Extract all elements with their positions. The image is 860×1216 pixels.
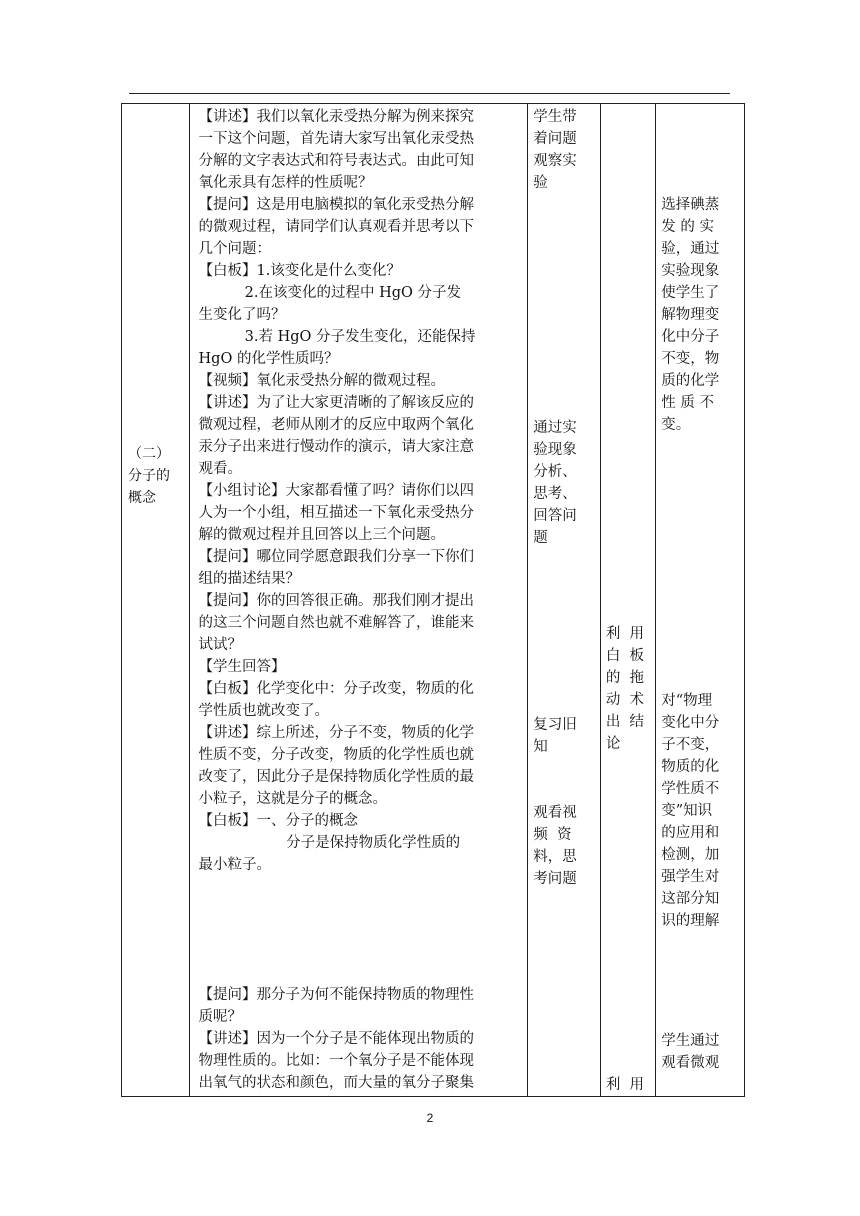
intent-line: 对“物理 [661,693,713,709]
student-line: 料，思 [533,849,577,865]
teacher-line: 几个问题： [198,241,272,257]
table-row [122,104,745,1097]
design-intent-cell [656,104,745,1097]
media-cell [600,104,655,1097]
teacher-line: 【提问】哪位同学愿意跟我们分享一下你们 [198,549,475,565]
intent-line: 学生通过 [661,1033,720,1049]
student-line: 回答问 [533,508,577,524]
media-text [601,104,655,1096]
student-line: 题 [533,530,548,546]
student-line: 分析、 [533,464,577,480]
teacher-line: 物理性质的。比如：一个氧分子是不能体现 [198,1053,475,1069]
intent-line: 的应用和 [661,825,720,841]
teacher-line: HgO 的化学性质吗？ [198,351,339,367]
intent-line: 观看微观 [661,1055,720,1071]
teacher-line: 出氧气的状态和颜色，而大量的氧分子聚集 [198,1075,475,1091]
teacher-line: 【白板】化学变化中：分子改变，物质的化 [198,681,475,697]
teacher-line: 【提问】那分子为何不能保持物质的物理性 [198,987,475,1003]
teacher-line: 【视频】氧化汞受热分解的微观过程。 [198,373,446,389]
teacher-line: 小粒子，这就是分子的概念。 [198,791,388,807]
intent-line: 变”知识 [661,803,713,819]
teacher-line: 解的微观过程并且回答以上三个问题。 [198,527,446,543]
teacher-line: 【学生回答】 [198,659,286,675]
teacher-line: 【小组讨论】大家都看懂了吗？请你们以四 [198,483,475,499]
teacher-line: 【讲述】综上所述，分子不变，物质的化学 [198,725,475,741]
teacher-line: 分解的文字表达式和符号表达式。由此可知 [198,153,475,169]
intent-line: 识的理解 [661,913,720,929]
intent-line: 强学生对 [661,869,720,885]
teacher-line: 的这三个问题自然也就不难解答了，谁能来 [198,615,475,631]
teacher-line: 3.若 HgO 分子发生变化，还能保持 [198,329,476,345]
teacher-line: 生变化了吗？ [198,307,286,323]
media-line: 利 用 [605,1077,645,1093]
teacher-line: 的微观过程，请同学们认真观看并思考以下 [198,219,475,235]
teacher-line: 组的描述结果？ [198,571,301,587]
intent-line: 验，通过 [661,241,720,257]
student-line: 观看视 [533,805,577,821]
intent-line: 选择碘蒸 [661,197,720,213]
teacher-line: 【讲述】为了让大家更清晰的了解该反应的 [198,395,475,411]
header-rule [129,93,730,94]
intent-line: 变。 [661,417,691,433]
teacher-line: 【提问】你的回答很正确。那我们刚才提出 [198,593,475,609]
intent-line: 发 的 实 [661,219,714,235]
teacher-line: 性质不变，分子改变，物质的化学性质也就 [198,747,475,763]
intent-line: 变化中分 [661,715,720,731]
teacher-line: 观看。 [198,461,243,477]
intent-line: 检测，加 [661,847,720,863]
intent-line: 解物理变 [661,307,720,323]
student-line: 考问题 [533,871,577,887]
teacher-line: 一下这个问题，首先请大家写出氧化汞受热 [198,131,475,147]
student-line: 着问题 [533,131,577,147]
media-line: 论 [605,736,621,752]
intent-line: 性 质 不 [661,395,714,411]
section-label-line: 分子的 [128,468,170,484]
lesson-plan-table [121,103,745,1097]
teacher-line: 改变了，因此分子是保持物质化学性质的最 [198,769,475,785]
intent-line: 不变，物 [661,351,720,367]
student-line: 知 [533,739,548,755]
intent-line: 使学生了 [661,285,720,301]
teacher-activity-text [190,104,528,1096]
media-line: 动 术 [605,692,645,708]
media-line: 出 结 [605,714,645,730]
student-line: 观察实 [533,153,577,169]
student-line: 复习旧 [533,717,577,733]
page-number: 2 [426,1111,434,1125]
section-label-line: 概念 [128,490,156,506]
teacher-line: 【讲述】我们以氧化汞受热分解为例来探究 [198,109,475,125]
teacher-line: 汞分子出来进行慢动作的演示，请大家注意 [198,439,475,455]
student-line: 学生带 [533,109,577,125]
student-line: 验现象 [533,442,577,458]
intent-line: 实验现象 [661,263,720,279]
media-line: 白 板 [605,648,645,664]
intent-line: 物质的化 [661,759,720,775]
student-line: 思考、 [533,486,577,502]
teacher-line: 最小粒子。 [198,857,272,873]
teacher-line: 分子是保持物质化学性质的 [198,835,461,851]
student-line: 验 [533,175,548,191]
student-line: 频 资 [533,827,572,843]
media-line: 的 拖 [605,670,645,686]
intent-line: 这部分知 [661,891,720,907]
teacher-line: 微观过程，老师从刚才的反应中取两个氧化 [198,417,475,433]
teacher-line: 试试？ [198,637,243,653]
teacher-line: 氧化汞具有怎样的性质呢？ [198,175,373,191]
intent-line: 子不变， [661,737,720,753]
teacher-line: 学性质也就改变了。 [198,703,330,719]
teacher-line: 【白板】一、分子的概念 [198,813,359,829]
teacher-line: 质呢？ [198,1009,243,1025]
student-activity-text [528,104,600,1096]
teacher-line: 【讲述】因为一个分子是不能体现出物质的 [198,1031,475,1047]
section-cell [122,104,190,1097]
intent-line: 质的化学 [661,373,720,389]
teacher-line: 人为一个小组，相互描述一下氧化汞受热分 [198,505,475,521]
section-label-line: （二） [128,446,170,462]
teacher-line: 2.在该变化的过程中 HgO 分子发 [198,285,461,301]
media-line: 利 用 [605,626,645,642]
teacher-line: 【提问】这是用电脑模拟的氧化汞受热分解 [198,197,475,213]
student-activity-cell [528,104,601,1097]
design-intent-text [656,104,744,1096]
teacher-activity-cell [189,104,528,1097]
student-line: 通过实 [533,420,577,436]
intent-line: 学性质不 [661,781,720,797]
intent-line: 化中分子 [661,329,720,345]
teacher-line: 【白板】1.该变化是什么变化？ [198,263,401,279]
